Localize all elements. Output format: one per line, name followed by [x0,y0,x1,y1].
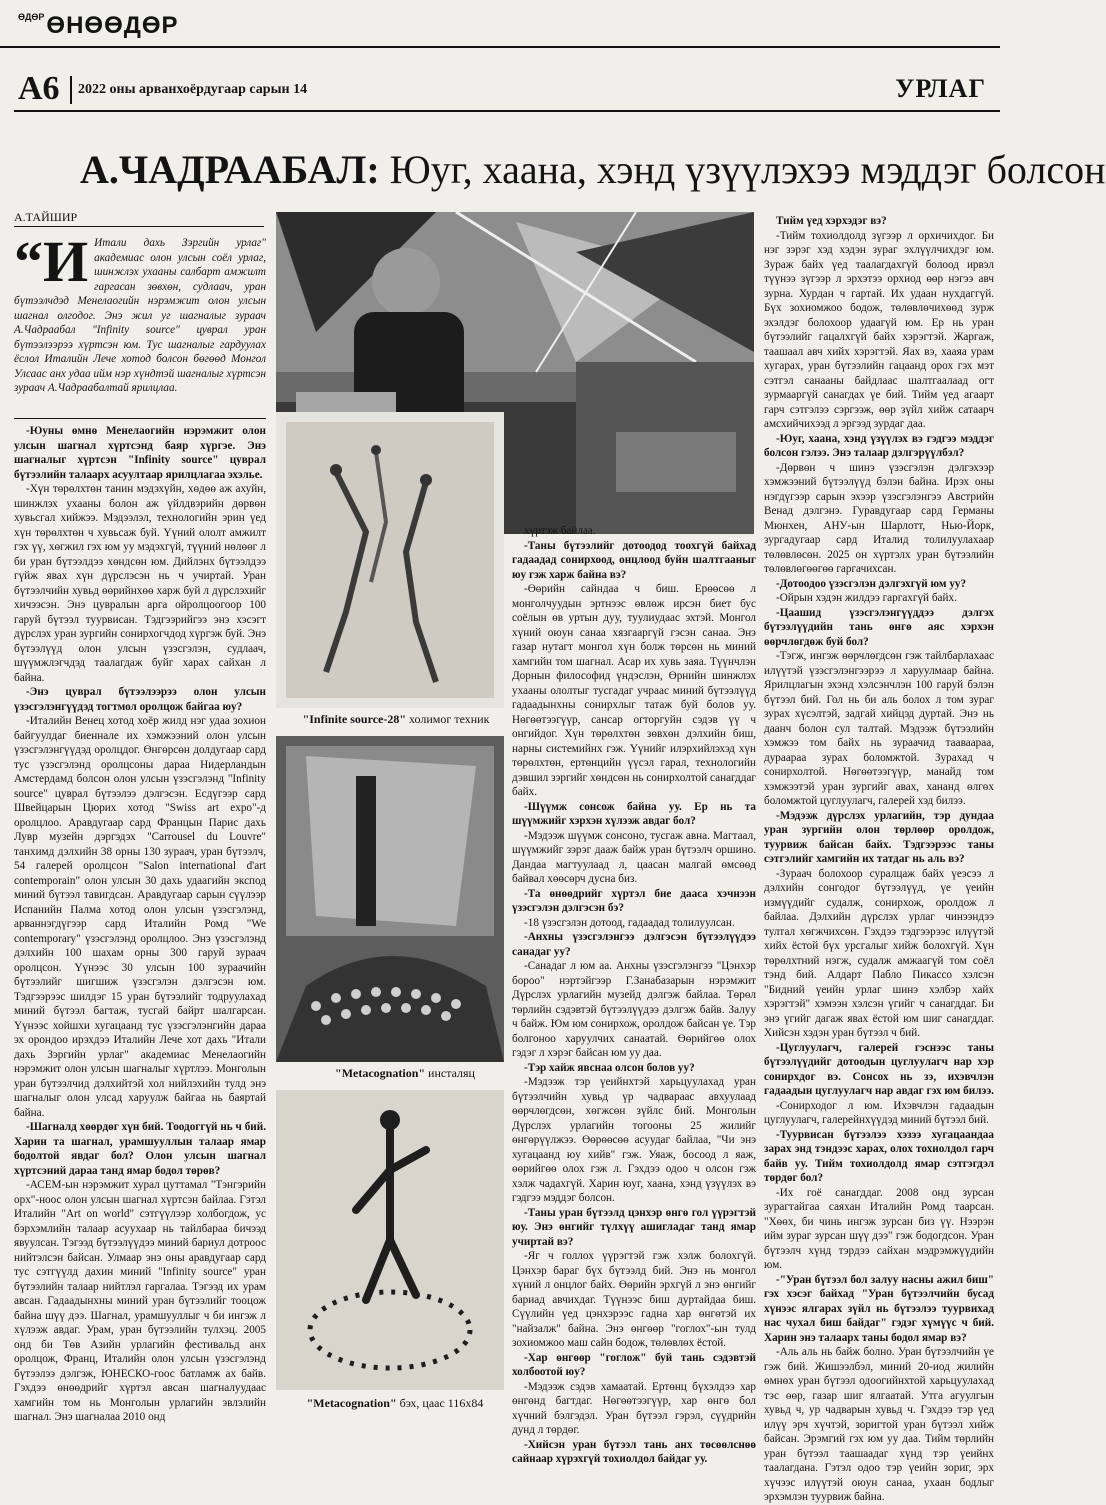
interview-answer: -Хүн төрөлхтөн танин мэдэхүйн, хөдөө аж ахуйн, шинжлэх ухааны болон аж үйлдвэрийн дөрвөн хувьсгал хийжээ. Мэдээлэл, технологийн эрин үед хүн төрөлхтөн ч хувьсаж буй. Үүний ололт амжилт гэх үү, хөгжил гэх юм уу мэдэхгүй, түүний нөлөөг л би уран бүтээлдээ хөндсөн юм. Дийлэнх бүтээлдээ гүйж явах хүн дүрслэсэн нь ч учиртай. Уран бүтээлчийн хувьд өөрийнхөө харж буй л дүрслэхийг хичээсэн. Энэ цувралын арга ойролцоогоор 100 гаруй бүтээл туурвисан. Тэдгээрийгээ энэ хэсэгт дүрслэх уран зургийн сонирхогчдод хүргэж буй. Энэ бүтээлүүд олон улсын үзэсгэлэн, судлаач, шүүмжлэгчдэд таалагдаж буйг харах сайхан л байна. [14,483,266,684]
text-column-1 [14,424,266,1424]
interview-question: -Хар өнгөөр "гоглож" буй тань сэдэвтэй холбоотой юу? [512,1351,756,1378]
headline-rest: Юуг, хаана, хэнд үзүүлэхээ мэддэг болсон [389,147,1106,192]
lead-text: Итали дахь Зэргийн урлаг" академиас олон улсын соёл урлаг, шинжлэх ухааны салбарт амжилт гаргасан зөвхөн, судлаач, уран бүтээлчдэд Менелаогийн нэрэмжит олон улсын шагнал олгодог. Энэ жил уг шагналыг зураач А.Чадраабал "Infinity source" цуврал уран бүтээлээрээ хүртсэн юм. Тус шагналыг гардуулах ёслол Италийн Лече хотод болсон бөгөөд Монгол Улсаас анх удаа ийм нэр хүндтэй шагналыг хүртсэн зураач А.Чадраабалтай ярилцлаа. [14,237,266,394]
header-divider [70,76,72,104]
issue-date: 2022 оны арванхоёрдугаар сарын 14 [78,82,308,97]
interview-question: -Анхны үзэсгэлэнгээ дэлгэсэн бүтээлүүдээ санадаг уу? [512,931,756,958]
interview-answer: -Дөрвөн ч шинэ үзэсгэлэн дэлгэхээр хэмжээний бүтээлүүд бэлэн байна. Ирэх оны нэгдүгээр сарын эхээр үзэсгэлэнгээ Австрийн Венад дэлгэнэ. Гуравдугаар сард Германы Мюнхен, АНУ-ын Шарлотт, Нью-Йорк, зургадугаар сард Италид толилуулахаар төлөвлөсөн. 2025 он хүртэлх уран бүтээлийн төлөвлөгөөгөө гаргачихсан. [764,461,994,575]
interview-answer: -Яг ч голлох үүрэгтэй гэж хэлж болохгүй. Цэнхэр бараг бүх бүтээлд бий. Энэ нь монгол хүний л онцлог байх. Өөрийн эрхгүй л энэ өнгийг бариад авчихдаг. Түүнээс биш дуртайдаа биш. Сүүлийн үед цэнхэрээс гадна хар өнгөтэй их "найзалж" байна. Энэ өнгөөр "гоглох"-ын тулд зохиомжоо маш сайн бодож, төлөвлөх ёстой. [512,1250,756,1349]
caption-2-medium: инсталяц [428,1066,475,1080]
interview-question: -Шүүмж сонсож байна уу. Ер нь та шүүмжийг хэрхэн хүлээж авдаг бол? [512,800,756,827]
interview-question: -Та өнөөдрийг хүртэл бие дааса хэчнээн үзэсгэлэн дэлгэсэн бэ? [512,887,756,914]
interview-answer: -Мэдээж сэдэв хамаатай. Ертөнц бүхэлдээ хар өнгөнд багтдаг. Нөгөөтээгүүр, хар өнгө бол хүчний бэлгэдэл. Уран бүтээл гэрэл, сүүдрийн дунд л төрдөг. [512,1380,756,1436]
interview-question: -Юуны өмнө Менелаогийн нэрэмжит олон улсын шагнал хүртсэнд баяр хүргэе. Энэ шагналыг хүртсэн "Infinity source" цуврал бүтээлийн талаарх асуултаар ярилцлагаа эхэлье. [14,425,266,481]
lead-paragraph [14,229,266,414]
interview-question: -Таны бүтээлийг дотоодод тоохгүй байхад гадаадад сонирхоод, онцлоод буйн шалтгааныг юу гэж харж байна вэ? [512,539,756,581]
interview-question: -Туурвисан бүтээлээ хэзээ хугацаандаа зарах энд тэндээс харах, олох тохиолдол гарч байв уу. Тийм тохиолдолд ямар сэтгэгдэл төрдөг бол? [764,1128,994,1184]
caption-infinite-source [276,712,516,727]
interview-question: -Цаашид үзэсгэлэнгүүддээ дэлгэх бүтээлүүдийн тань өнгө аяс хэрхэн өөрчлөгдөж буй бол? [764,606,994,648]
interview-answer: -Зураач болохоор суралцаж байх үеэсээ л дэлхийн сонгодог бүтээлүүд, үе үеийн измүүдийг судалж, сонирхож, оролдож л байлаа. Дэлхийн дүрслэх урлаг чинээндээ тултал хөгжчихсөн. Гэхдээ тэдгээрээс илүүтэй хийх ёстой бүх урсгалыг хийж болохгүй. Хүн төрөлхтний нэгж, судалж амжаагүй том соёл тэнд бий. Алдарт Пабло Пикассо хэлсэн "Бидний үеийн урлаг шинэ хэлбэр хайх хэрэгтэй" хэмээн хэлсэн үгийг ч санагддаг. Би энэ үгийг дагаж явах ёстой юм шиг санагддаг. Хийсэн хэдэн уран бүтээл ч бий. [764,867,994,1039]
interview-question: -Тэр хайж явснаа олсон болов уу? [524,1061,695,1074]
section-label: УРЛАГ [895,74,986,103]
article-headline [80,146,1106,193]
interview-answer: -18 үзэсгэлэн дотоод, гадаадад толилуулсан. [524,916,735,929]
interview-answer: хүртэж байлаа. [524,525,596,537]
ink-artwork-image [276,1090,504,1390]
interview-question: -Цуглуулагч, галерей гэснээс таны бүтээлүүдийг дотоодын цуглуулагч нар хэр сонирхдог вэ. Сонсох нь зэ, ихэвчлэн гадаадын цуглуулагч нар авдаг гэх юм билээ. [764,1041,994,1097]
caption-3-medium: бэх, цаас 116х84 [399,1396,484,1410]
interview-question: -Мэдээж дүрслэх урлагийн, тэр дундаа уран зургийн олон төрлөөр оролдож, туурвиж байсан байх. Тэдгээрээс таны сэтгэлийг хамгийн их татдаг нь аль вэ? [764,809,994,865]
caption-2-title: "Metacognation" [335,1066,426,1080]
caption-1-title: "Infinite source-28" [302,712,407,726]
interview-question: -Таны уран бүтээлд цэнхэр өнгө гол үүрэгтэй юу. Энэ өнгийг түлхүү ашигладаг танд ямар учиртай вэ? [512,1206,756,1248]
page-number: A6 [18,70,60,107]
interview-question: -Дотоодоо үзэсгэлэн дэлгэхгүй юм уу? [776,577,967,590]
interview-answer: -Ойрын хэдэн жилдээ гаргахгүй байх. [776,592,957,604]
header-rule [14,110,1000,112]
metacognation-installation-photo [276,736,504,1062]
infinite-source-image [276,412,504,708]
newspaper-masthead [18,12,179,40]
masthead-rule [0,46,1000,48]
metacognation-ink-artwork [276,1090,504,1390]
author-rule [14,226,264,227]
interview-question: -Энэ цуврал бүтээлээрээ олон улсын үзэсгэлэнгүүдэд тогтмол оролцож байгаа юу? [14,686,266,713]
lead-rule [14,418,266,419]
interview-question: -Юуг, хаана, хэнд үзүүлэх вэ гэдгээ мэддэг болсон гэлээ. Энэ талаар дэлгэрүүлбэл? [764,432,994,459]
caption-1-medium: холимог техник [409,712,490,726]
interview-answer: -Италийн Венец хотод хоёр жилд нэг удаа зохион байгуулдаг биеннале их хэмжээний олон улсын үзэсгэлэнгүүдэд оролцдог. Өнгөрсөн долдугаар сард тус үзэсгэлэнд оролцсоны дараа Нидерландын Амстердамд болсон олон улсын үзэсгэлэнд "Infinity source" цуврал бүтээлээ дэлгэсэн. Есдүгээр сард Швейцарын Цюрих хотод "Swiss art expo"-д оролцлоо. Аравдугаар сард Францын Парис дахь Лувр музейн дэргэдэх "Carrousel du Louvre" танхимд дэлхийн 38 орны 130 зураач, уран бүтээлч, 54 галерей оролцсон "Salon international d'art contemporain" олон улсын 30 дахь удаагийн экспод миний бүтээл тавигдсан. Аравдугаар сарын сүүлээр Испанийн Палма хотод олон улсын үзэсгэлэнд, арваннэгдүгээр сард Италийн Ромд "We contemporary" үзэсгэлэнд оролцлоо. Энэ үзэсгэлэнд дэлхийн 100 шахам орны 300 гаруй зураач оролцсон. Үүнээс 30 улсын 100 зураачийн бүтээлийг шигшиж үзэсгэлэн дэлгэсэн юм. Тэдгээрээс шилдэг 15 уран бүтээлийг тодруулахад миний бүтээл багтаж, тусгай байрт шалгарсан. Үүнээс хойшхи хугацаанд тус үзэсгэлэнгийн дараа эх орондоо ирэхдээ Италийн Лече хот дахь "Итали дахь Зэргийн урлаг" академиас Менелаогийн нэрэмжит олон улсын шагналыг хүртлээ. Монголын уран бүтээлчид дэлхийтэй хол нийлэхийн тулд энэ шагналыг олон улсад харуулж байгаа нь баяртай байна. [14,715,266,1119]
caption-metacognation-installation [300,1066,510,1081]
interview-answer: -Их гоё санагддаг. 2008 онд зурсан зурагтайгаа саяхан Италийн Ромд таарсан. "Хөөх, би чинь ингэж зурсан биз үү. Нээрэн ийм зураг зурсан шүү дээ" гэж бодогдсон. Уран бүтээлч хүнд тэрдээ сайхан мэдрэмжүүдийн юм. [764,1186,994,1271]
interview-answer: -Мэдээж шүүмж сонсоно, тусгаж авна. Магтаал, шүүмжийг зэрэг дааж байж уран бүтээлч оршино. Дандаа магтуулаад л, цаасан малгай өмсөөд байвал хөөсөрч дусна биз. [512,829,756,885]
article-author: А.ТАЙШИР [14,210,78,224]
interview-answer: -АСЕМ-ын нэрэмжит хурал цуттамал "Тэнгэрийн орх"-ноос олон улсын шагнал хүртсэн байлаа. Гэтэл Италийн "Art on world" сэтгүүлээр холбогдож, ус бэрхэмлийн талаар асуухаар нь тайлбараа бичээд явуулсан. Тэгээд бүтээлүүдээ миний бариул дотроос нийтэлсэн байсан. Улмаар энэ оны аравдугаар сард тус сэтгүүлд дахин миний "Infinity source" уран бүтээлийн талаар нийтлэл гаргалаа. Тэгээд их урам авсан. Гадаадынхны миний уран бүтээлийг тооцож байна шүү дээ. Шагнал, урамшууллыг ч би ингэж л хүлээж авдаг. Урам, уран бүтээлийн тулхэц. 2005 онд би Төв Азийн урлагийн фестивальд анх оролцож, Франц, Италийн олон улсын үзэсгэлэнд бүтээлээ дэлгэж, ЮНЕСКО-гоос батламж ах байв. Гэхдээ өнөөдрийг хүртэл авсан шагналуудаас хамгийн том нь Монголын урлагийн эвлэлийн шагнал. Энэ шагналаа 2010 онд [14,1179,266,1423]
text-column-3 [764,214,994,1503]
interview-answer: -Санадаг л юм аа. Анхны үзэсгэлэнгээ "Цэнхэр бороо" нэртэйгээр Г.Занабазарын нэрэмжит Дүрслэх урлагийн музейд дэлгэж байлаа. Төрөл төрлийн сэдэвтэй бүтээлүүдээ дэлгэж байв. Залуу ч байж. Юм юм сонирхож, оролдож байсан үе. Тэр болгоноо харуулчих санаатай. Өөрийгөө олох гэдэг л хэрэг байсан юм уу даа. [512,960,756,1059]
interview-answer: -Өөрийн сайндаа ч биш. Ерөөсөө л монголчуудын эртнээс өвлөж ирсэн биет бус соёлын өв уртын дуу, туулиудаас эхтэй. Монгол хүний оюун санаа хязгааргүй гэсэн санаа. Энэ газар нутагт монгол хүн болж төрсөн нь миний хамгийн том шагнал. Асар их хувь заяа. Түүнчлэн Дорнын философид үндэслэн, Өрнийн шинжлэх ухааны ололтыг тусгадаг учраас миний бүтээлүүд гадаадынхны сонирхлыг татаж буй болов уу. Нөгөөтээгүүр, сансар огторгуйн сэдэв үү ч онгийдог. Хүн төрөлхтөн зөвхөн дэлхийн биш, нарны системийнх гэж. Үүнийг илэрхийлэхэд хүн төрөлхтөн, ертөнцийн үүсэл гарал, технологийн дэвшил зэргийг хөндсөн нь сонирхолтой санагддаг байх. [512,583,756,798]
masthead-prefix: ӨДӨР [18,12,45,22]
interview-question: -Шагналд хөөрдөг хүн бий. Тоодоггүй нь ч бий. Харин та шагнал, урамшууллын талаар ямар бодолтой явдаг бол? Олон улсын шагнал хүртсэний дараа танд ямар бодол төрөв? [14,1121,266,1177]
interview-answer: -Аль аль нь байж болно. Уран бүтээлчийн үе гэж бий. Жишээлбэл, миний 20-иод жилийн өмнөх уран бүтээл одоогийнхтой харьцуулахад тэс өөр, газар шиг ялгаатай. Утга агуулгын хувьд ч, ур чадварын хувьд ч. Гэхдээ тэр үед илүү эрч хүчтэй, зоригтой уран бүтээл хийж байсан. Эрэмгий гэх юм уу даа. Тийм төрлийн уран бүтээл таашаадаг хүнд тэр үеийнх таалагдана. Гэтэл одоо тэр үеийн зориг, эрх хүчээс илүүтэй оюун санаа, ухаан бодлыг эрхэмлэн туурвиж байна. [764,1346,994,1503]
headline-name: А.ЧАДРААБАЛ: [80,147,380,192]
interview-answer: -Тийм тохиолдолд зүгээр л орхичихдог. Би нэг зэрэг хэд хэдэн зураг эхлүүлчихдэг юм. Зураж байх үед таалагдахгүй болоод ирвэл түүнээ зүгээр л эрхэтээ орхиод өөр нэгээ авч зурна. Хурдан ч гартай. Их удаан нухдаггүй. Бүх зохиомжоо бодож, төлөвлөчихөөд зурж эхэлдэг болохоор удаагүй юм. Ер нь уран бүтээлийг гацалхгүй байх хэрэгтэй. Жаргаж, таашаал авч хийх хэрэгтэй. Яах вэ, хааяа урам хугарах, уран бүтээлийн гацаанд орох гэх мэт сэтгэл санааны байдлаас шалтгаалаад огт зурмааргүй санагдах үе бий. Тийм үед агаарт гарч сэтгэлээ сэргээж, өөр зүйл хийж сатаарч амсхийчихээд л эргээд зурдаг даа. [764,229,994,430]
interview-answer: -Мэдээж тэр үеийнхтэй харьцуулахад уран бүтээлчийн хувьд үр чадвараас авхуулаад өөрчлөгдсөн, хөгжсөн зүйлс бий. Монголын Дүрслэх урлагийн тогооны 25 жилийг өнгөрүүлжээ. Өөрөөсөө асуудаг байлаа, "Чи энэ хугацаанд юу хийв" гэж. Уяаж, босоод л яаж, өөрийгөө олох гэж л. Гэхдээ одоо ч олсон гэж хэлж чадахгүй. Харин юуг, хаана, хэнд үзүүлэх вэ гэдгээ мэддэг болсон. [512,1076,756,1204]
interview-answer: -Тэгж, ингэж өөрчлөгдсөн гэж тайлбарлахаас илүүтэй үзэсгэлэнгээрээ л харуулмаар байна. Ярилцлагын эхэнд хэлсэнчлэн 100 гаруй бэлэн бүтээл бий. Гол нь би аль болох л том зураг зурах хүсэлтэй, задгай хийцэд дуртай. Энэ нь даанч болон сул талтай. Мэдээж бүтээлийн хэмжээ том байх нь зураачид тааваараа, дураараа зурах боломжтой. Зурахад ч сонирхолтой. Нөгөөтээгүүр, манайд том хэмжээтэй уран зургийг авах, хананд өлгөх боломжтой цуглуулагч, галерей хэд билээ. [764,650,994,807]
interview-question: Тийм үед хэрхэдэг вэ? [776,215,887,227]
interview-question: -"Уран бүтээл бол залуу насны ажил биш" гэх хэсэг байхад "Уран бүтээлчийн бусад хүнээс ялгарах зүйл нь бүтээлээ туурвихад нас чухал биш байдаг" гэдэг хүмүүс ч бий. Харин энэ талаарх таны бодол ямар вэ? [764,1273,994,1344]
drop-cap: “И [14,229,89,294]
masthead-name: ӨНӨӨДӨР [46,12,179,39]
interview-answer: -Сонирходог л юм. Ихэвчлэн гадаадын цуглуулагч, галерейнхүүдэд миний бүтээл бий. [764,1099,994,1126]
caption-3-title: "Metacognation" [306,1396,397,1410]
infinite-source-28-artwork [276,412,504,708]
installation-image [276,736,504,1062]
caption-metacognation-ink [280,1396,510,1411]
text-column-2 [512,524,756,1465]
interview-question: -Хийсэн уран бүтээл тань анх төсөөлснөө сайнаар хүрэхгүй тохиолдол байдаг уу. [512,1438,756,1465]
